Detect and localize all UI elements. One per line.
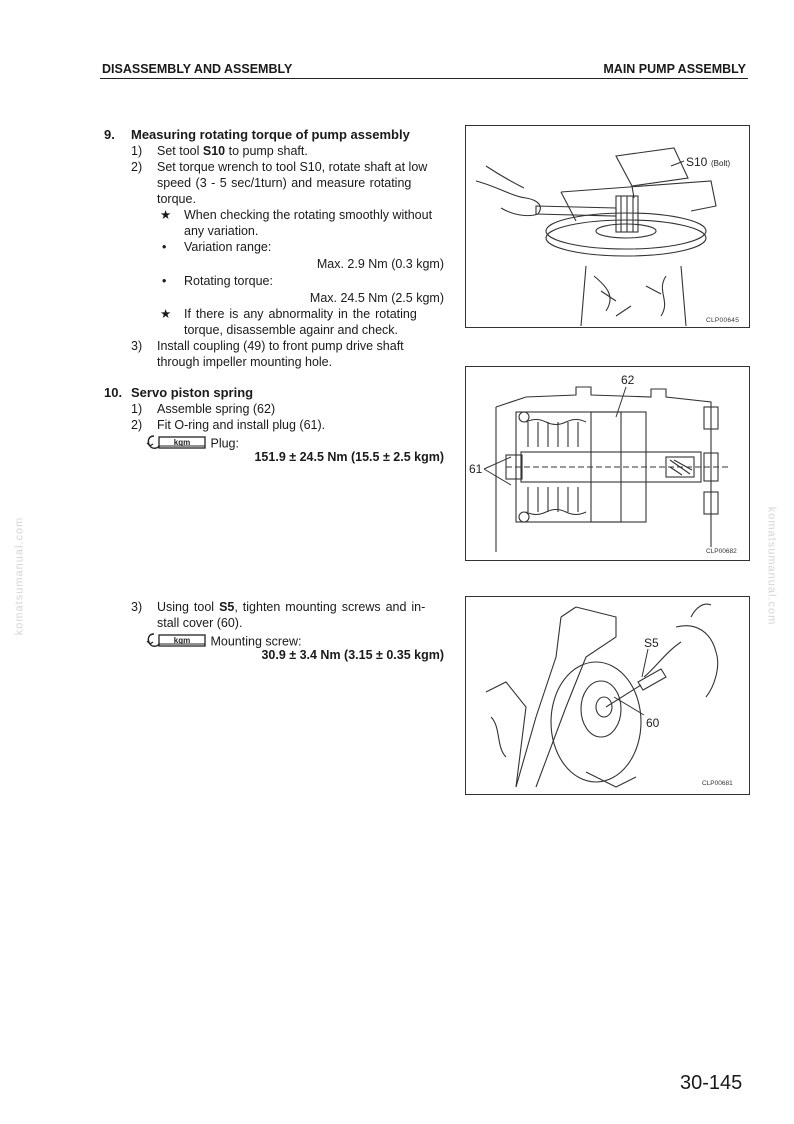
watermark-left: komatsumanual.com [13, 516, 26, 636]
step-10-3-number: 3) [131, 600, 143, 614]
section-10-title: Servo piston spring [131, 385, 254, 400]
step-9-1-text: Set tool S10 to pump shaft. [157, 144, 308, 158]
torque-measurement-illustration [466, 126, 749, 327]
step-9-3-line1: Install coupling (49) to front pump drive shaft [157, 339, 404, 353]
section-9-title: Measuring rotating torque of pump assembly [131, 127, 410, 142]
plug-label: Plug: [210, 436, 239, 451]
step-10-2-text: Fit O-ring and install plug (61). [157, 418, 326, 432]
step-9-2-line3: torque. [157, 192, 196, 206]
step-10-1-number: 1) [131, 402, 143, 416]
rotating-torque-value: Max. 24.5 Nm (2.5 kgm) [309, 291, 444, 305]
variation-range-label: Variation range: [184, 240, 272, 254]
bullet-icon: • [162, 274, 167, 288]
figure-cover-install [465, 596, 750, 795]
header-section-title: DISASSEMBLY AND ASSEMBLY [102, 62, 293, 76]
step-9-3-number: 3) [131, 339, 143, 353]
step-10-3-line2: stall cover (60). [157, 616, 243, 630]
screw-torque-value: 30.9 ± 3.4 Nm (3.15 ± 0.35 kgm) [261, 648, 444, 662]
torque-icon-label: kgm [173, 438, 191, 447]
variation-range-value: Max. 2.9 Nm (0.3 kgm) [316, 257, 444, 271]
note-2-line2: torque, disassemble againr and check. [184, 323, 399, 337]
cover-install-illustration [466, 597, 749, 794]
torque-wrench-icon [145, 631, 207, 653]
page-number: 30-145 [680, 1072, 743, 1094]
plug-torque-value: 151.9 ± 24.5 Nm (15.5 ± 2.5 kgm) [254, 450, 444, 464]
callout-s5: S5 [644, 636, 659, 650]
callout-61: 61 [469, 462, 483, 476]
servo-piston-illustration [466, 367, 749, 560]
step-10-1-text: Assemble spring (62) [157, 402, 276, 416]
callout-60: 60 [646, 716, 660, 730]
note-2-line1: If there is any abnormality in the rotating [184, 307, 417, 321]
figure-code: CLP00682 [706, 548, 737, 555]
section-10-number: 10. [104, 385, 123, 400]
step-10-3-line1: Using tool S5, tighten mounting screws and in- [157, 600, 426, 614]
step-9-3-line2: through impeller mounting hole. [157, 355, 333, 369]
step-10-2-number: 2) [131, 418, 143, 432]
note-1-line1: When checking the rotating smoothly without [184, 208, 433, 222]
step-9-2-line2: speed (3 - 5 sec/1turn) and measure rotating [157, 176, 412, 190]
section-9-number: 9. [104, 127, 115, 142]
figure-code: CLP00645 [706, 317, 740, 324]
bullet-icon: • [162, 240, 167, 254]
watermark-right: komatsumanual.com [765, 506, 778, 626]
callout-s10: S10 [686, 155, 708, 169]
screw-label: Mounting screw: [210, 634, 302, 649]
step-9-2-number: 2) [131, 160, 143, 174]
figure-torque-measurement [465, 125, 750, 328]
figure-code: CLP00681 [702, 780, 733, 787]
step-9-2-line1: Set torque wrench to tool S10, rotate shaft at low [157, 160, 428, 174]
note-star-icon: ★ [160, 208, 172, 222]
header-document-title: MAIN PUMP ASSEMBLY [603, 62, 746, 76]
callout-s10-note: (Bolt) [711, 159, 731, 168]
note-1-line2: any variation. [184, 224, 259, 238]
torque-icon-label: kgm [173, 636, 191, 645]
rotating-torque-label: Rotating torque: [184, 274, 273, 288]
note-star-icon: ★ [160, 307, 172, 321]
step-9-1-number: 1) [131, 144, 143, 158]
torque-wrench-icon [145, 433, 207, 455]
header-divider [100, 78, 748, 79]
figure-servo-piston [465, 366, 750, 561]
callout-62: 62 [621, 373, 635, 387]
